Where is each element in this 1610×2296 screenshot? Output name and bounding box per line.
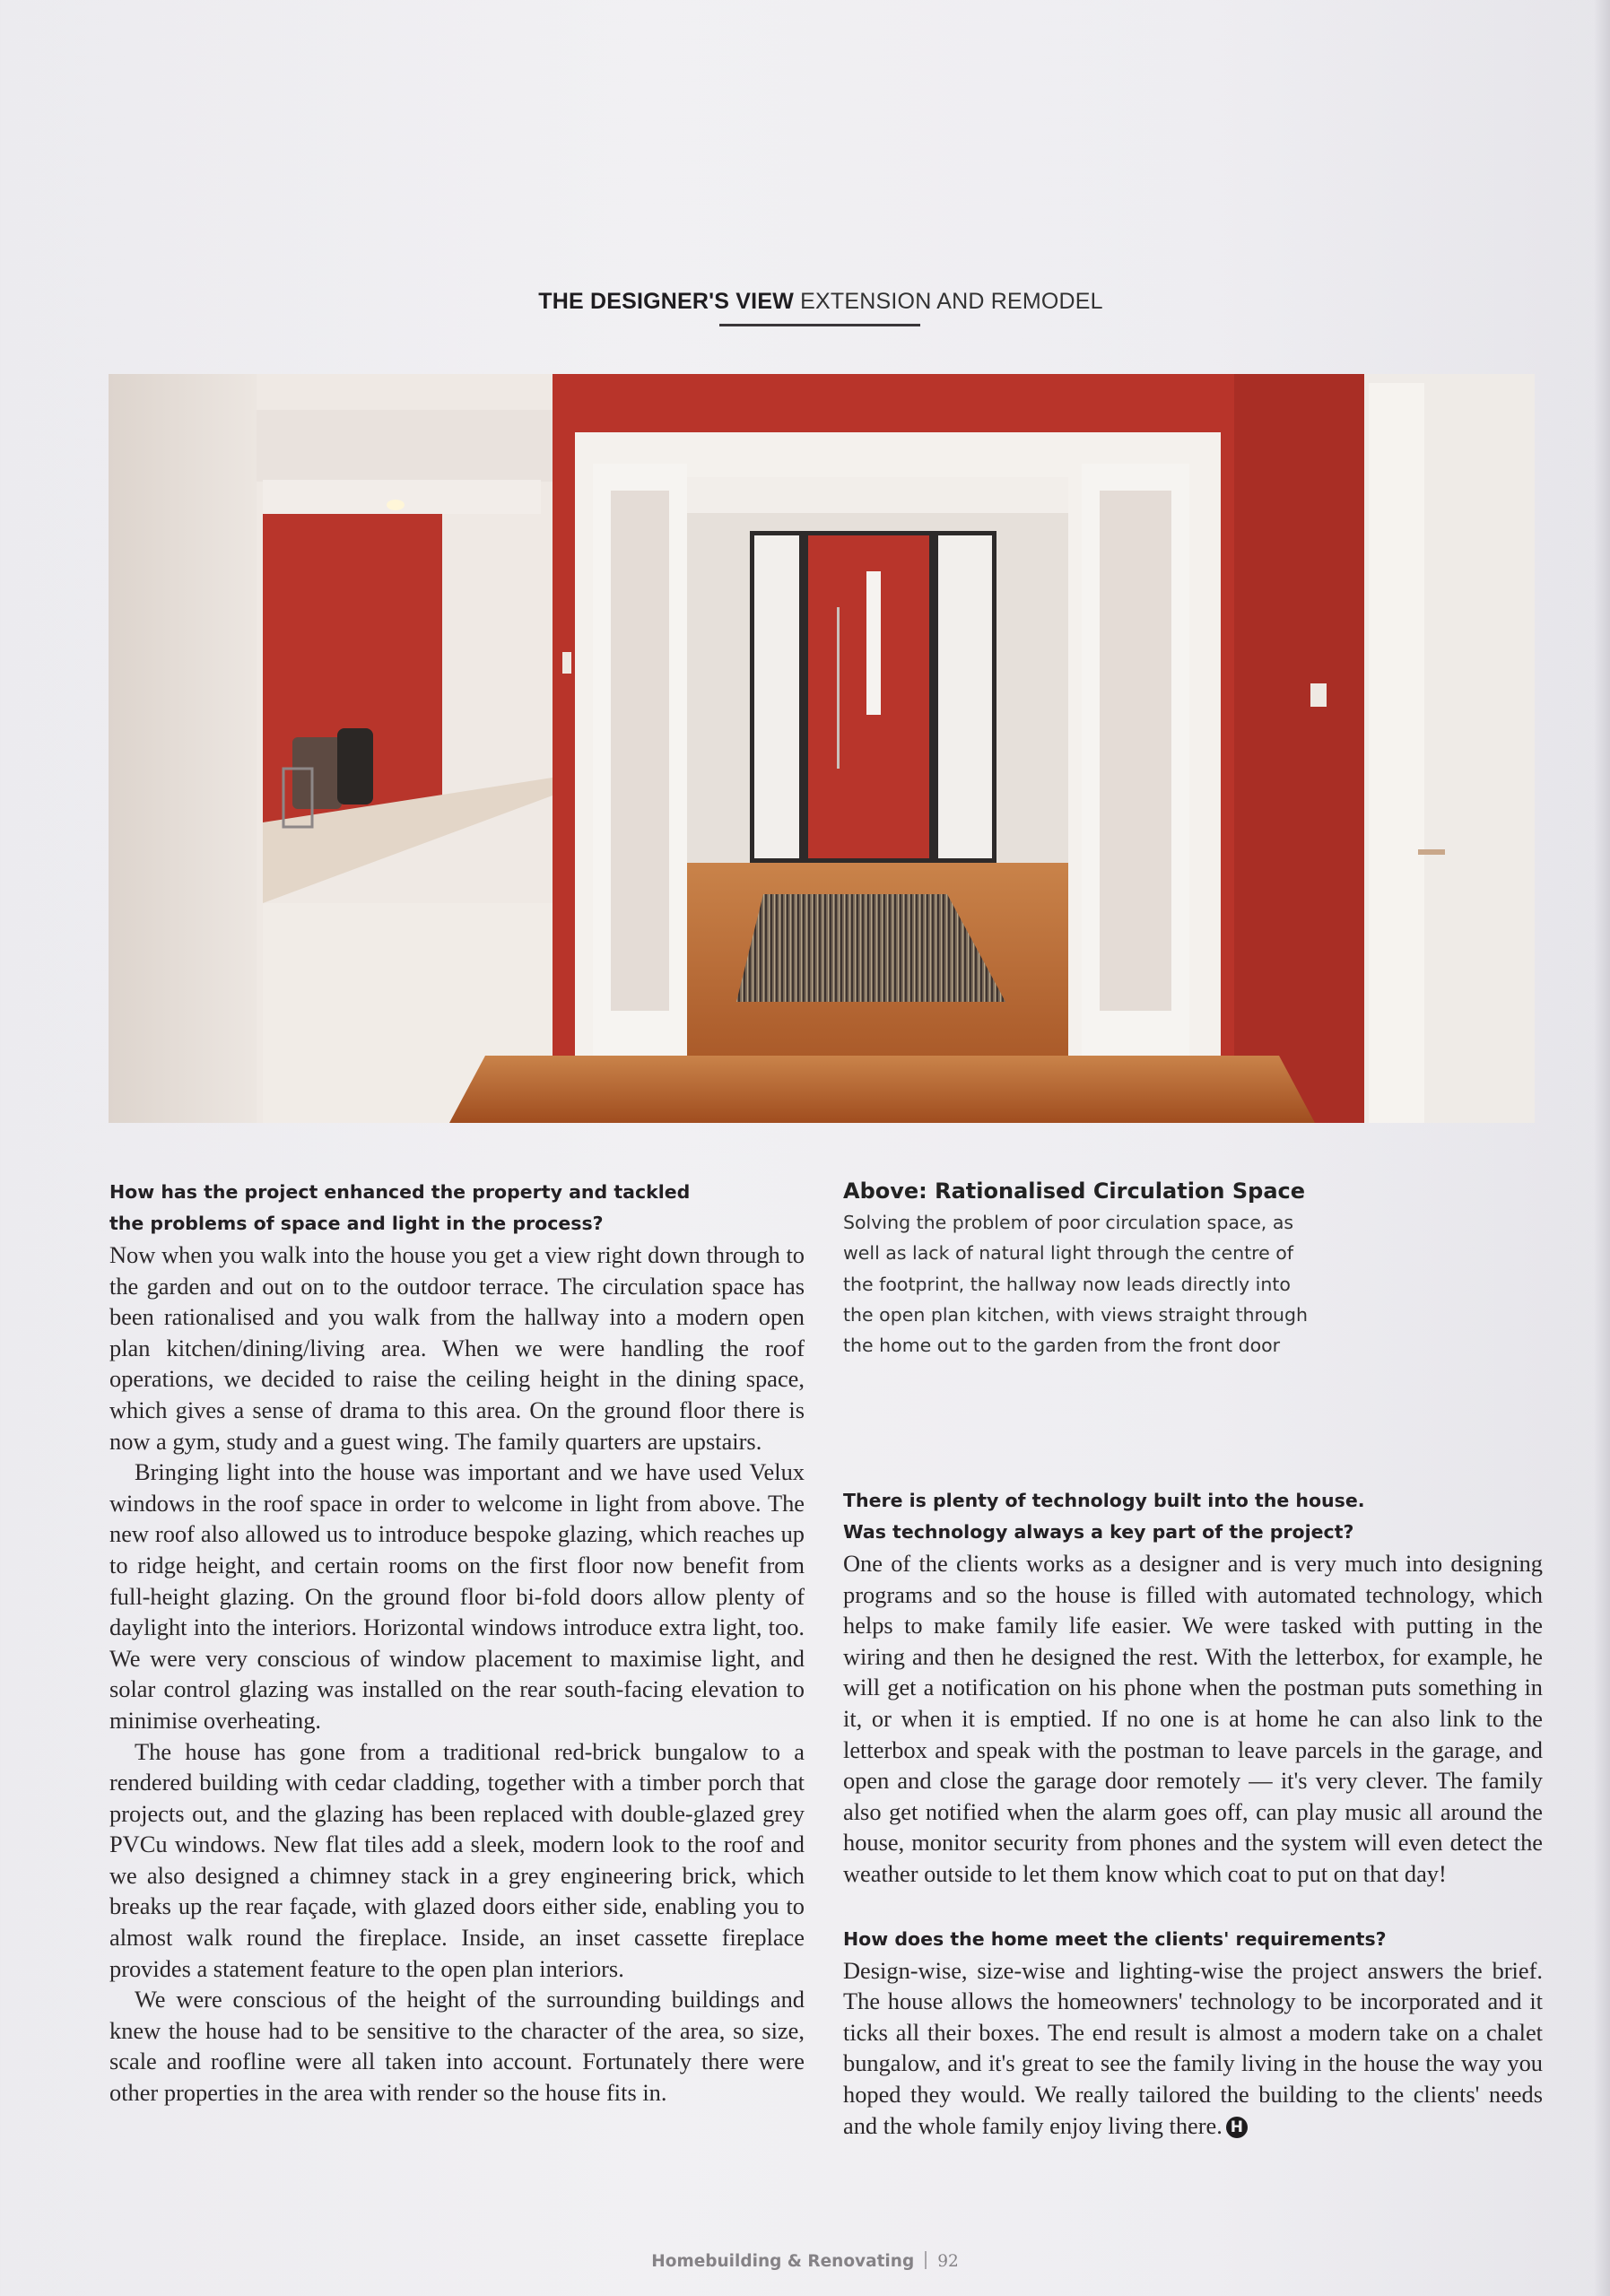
page-gutter-shadow <box>1594 0 1610 2296</box>
answer-body <box>109 1239 805 2109</box>
right-column <box>843 1485 1543 2141</box>
paragraph: The house has gone from a traditional red-brick bungalow to a rendered building with cedar cladding, together with a timber porch that projects out, and the glazing has been replaced with double-glazed grey PVCu windows. New flat tiles add a sleek, modern look to the roof and we also designed a chimney stack in a grey engineering brick, which breaks up the rear façade, with glazed doors either side, enabling you to almost walk round the fireplace. Inside, an inset cassette fireplace provides a statement feature to the open plan interiors. <box>109 1737 805 1982</box>
caption-body <box>843 1207 1543 1361</box>
caption-line: the home out to the garden from the front door <box>843 1335 1281 1357</box>
section-label: THE DESIGNER'S VIEW <box>538 289 795 314</box>
hallway-illustration <box>109 374 1535 1123</box>
caption-title: Above: Rationalised Circulation Space <box>843 1178 1306 1204</box>
left-column <box>109 1177 805 2109</box>
publication-name: Homebuilding & Renovating <box>651 2252 915 2271</box>
photo-caption <box>843 1175 1543 1361</box>
caption-line: the footprint, the hallway now leads directly into <box>843 1273 1291 1295</box>
question-line: the problems of space and light in the process? <box>109 1213 604 1234</box>
page-number: 92 <box>937 2252 959 2271</box>
caption-line: well as lack of natural light through the centre of <box>843 1242 1293 1265</box>
paragraph: Bringing light into the house was important and we have used Velux windows in the roof space in order to welcome in light from above. The new roof also allowed us to introduce bespoke glazing, which reaches up to ridge height, and certain rooms on the first floor now benefit from full-height glazing. On the ground floor bi-fold doors allow plenty of daylight into the interiors. Horizontal windows introduce extra light, too. We were very conscious of window placement to maximise light, and solar control glazing was installed on the rear south-facing elevation to minimise overheating. <box>109 1458 805 1734</box>
answer-body <box>843 1548 1543 1890</box>
end-mark-icon: H <box>1226 2117 1248 2138</box>
question-line: How has the project enhanced the property and tackled <box>109 1181 691 1203</box>
question-line: Was technology always a key part of the project? <box>843 1521 1354 1543</box>
caption-line: Solving the problem of poor circulation space, as <box>843 1212 1294 1233</box>
paragraph-text: Design-wise, size-wise and lighting-wise the project answers the brief. The house allows the homeowners' technology to be incorporated and it ticks all their boxes. The end result is almost a modern take on a chalet bungalow, and it's great to see the family living in the house the way you hoped they would. We really tailored the building to the clients' needs and the whole family enjoy living there. <box>843 1956 1543 2139</box>
caption-line: the open plan kitchen, with views straight through <box>843 1303 1309 1326</box>
answer-body <box>843 1955 1543 2142</box>
section-kicker <box>0 289 1610 315</box>
kicker-underline <box>719 324 920 326</box>
page-footer <box>0 2251 1610 2271</box>
question-heading <box>109 1177 805 1239</box>
question-heading <box>843 1485 1543 1548</box>
paragraph: We were conscious of the height of the surrounding buildings and knew the house had to be sensitive to the character of the area, so size, scale and roofline were all taken into account. Fortunately there were other properties in the area with render so the house fits in. <box>109 1986 805 2107</box>
paragraph: One of the clients works as a designer and is very much into designing programs and so the house is filled with automated technology, which helps to make family life easier. We were tasked with putting in the wiring and then he designed the rest. With the letterbox, for example, he will get a notification on his phone when the postman puts something in it, or when it is emptied. If no one is at home he can also link to the letterbox and speak with the postman to leave parcels in the garage, and open and close the garage door remotely — it's very clever. The family also get notified when the alarm goes off, can play music all around the house, monitor security from phones and the system will even detect the weather outside to let them know which coat to put on that day! <box>843 1550 1543 1887</box>
question-heading: How does the home meet the clients' requirements? <box>843 1927 1387 1950</box>
footer-separator <box>925 2251 927 2269</box>
question-line: There is plenty of technology built into the house. <box>843 1490 1365 1511</box>
paragraph: Now when you walk into the house you get a view right down through to the garden and out on to the outdoor terrace. The circulation space has been rationalised and you walk from the hallway into a modern open plan kitchen/dining/living area. When we were handling the roof operations, we decided to raise the ceiling height in the dining space, which gives a sense of drama to this area. On the ground floor there is now a gym, study and a guest wing. The family quarters are upstairs. <box>109 1241 805 1455</box>
hallway-photo <box>109 374 1535 1123</box>
paragraph <box>843 1955 1543 2142</box>
subsection-label: EXTENSION AND REMODEL <box>800 289 1103 314</box>
